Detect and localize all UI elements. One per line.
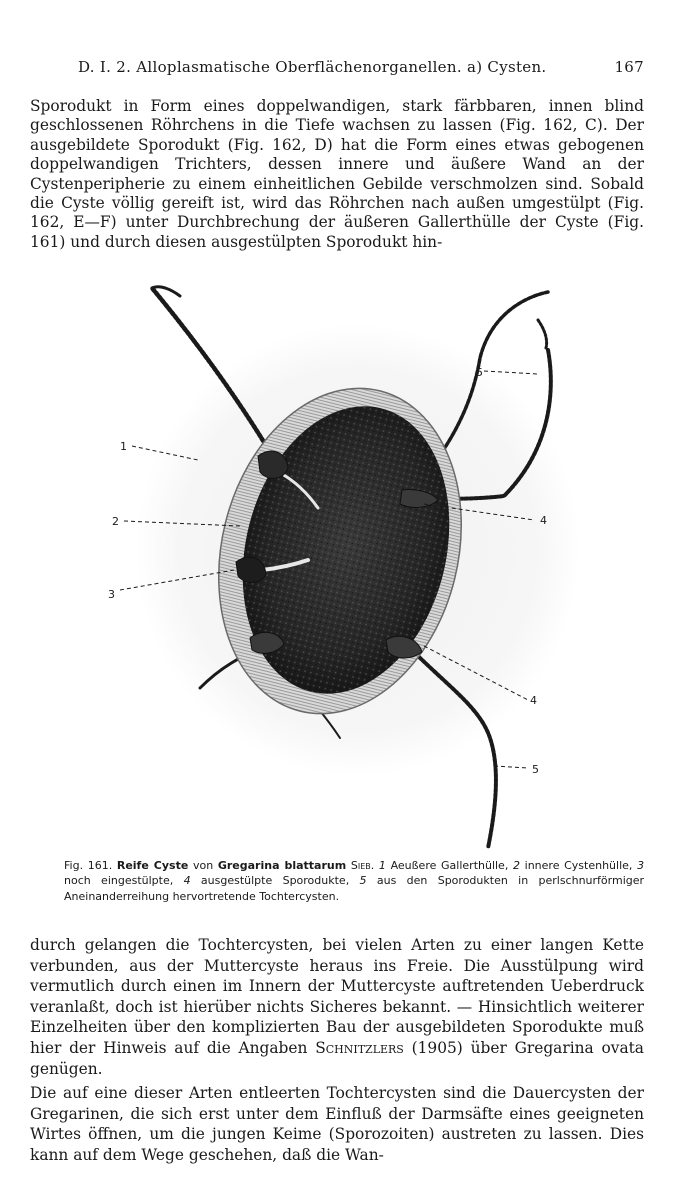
- caption-text-1: Aeußere Gallerthülle,: [390, 859, 509, 872]
- page-number: 167: [614, 58, 644, 76]
- caption-figure-number: Fig. 161.: [64, 859, 113, 872]
- paragraph-mid: [30, 935, 644, 1079]
- caption-number-4: 4: [183, 874, 191, 888]
- paragraph-mid-end: (1905) über Gregarina ovata genügen.: [30, 1038, 644, 1078]
- figure-161-illustration: [40, 268, 640, 856]
- running-head: [78, 58, 644, 82]
- caption-number-5: 5: [359, 874, 367, 888]
- caption-author: Sieb.: [350, 859, 375, 872]
- paragraph-top: Sporodukt in Form eines doppelwandigen, stark färbbaren, innen blind geschlossenen Röhrchens in die Tiefe wachsen zu lassen (Fig. 162, C). Der ausgebildete Sporodukt (Fig. 162, D) hat die Form eines etwas gebogenen doppelwandigen Trichters, dessen innere und äußere Wand an der Cystenperipherie zu einem einheitlichen Gebilde verschmolzen sind. Sobald die Cyste völlig gereift ist, wird das Röhrchen nach außen umgestülpt (Fig. 162, E—F) unter Durchbrechung der äußeren Gallerthülle der Cyste (Fig. 161) und durch diesen ausgestülpten Sporodukt hin-: [30, 97, 644, 251]
- figure-label-3: 3: [108, 588, 115, 601]
- running-head-title: D. I. 2. Alloplasmatische Oberflächenorganellen. a) Cysten.: [78, 58, 547, 76]
- paragraph-bottom: Die auf eine dieser Arten entleerten Tochtercysten sind die Dauercysten der Gregarinen, die sich erst unter dem Einfluß der Darmsäfte eines geeigneten Wirtes öffnen, um die jungen Keime (Sporozoiten) austreten zu lassen. Dies kann auf dem Wege geschehen, daß die Wan-: [30, 1084, 644, 1164]
- caption-number-1: 1: [378, 859, 386, 872]
- caption-von: von: [192, 859, 214, 872]
- caption-text-3: noch eingestülpte,: [64, 874, 174, 888]
- figure-label-5: 5: [476, 366, 483, 379]
- figure-label-5-lower: 5: [532, 763, 539, 776]
- paragraph-mid-author: Schnitzlers: [315, 1038, 404, 1057]
- paragraph-mid-text: durch gelangen die Tochtercysten, bei vielen Arten zu einer langen Kette verbunden, aus der Muttercyste heraus ins Freie. Die Ausstülpung wird vermutlich durch einen im Innern der Muttercyste auftretenden Ueberdruck veranlaßt, doch ist hierüber nichts Sicheres bekannt. — Hinsichtlich weiterer Einzelheiten über den komplizierten Bau der ausgebildeten Sporodukte muß hier der Hinweis auf die Angaben: [30, 936, 644, 1057]
- caption-number-3: 3: [637, 859, 645, 872]
- figure-label-2: 2: [112, 515, 119, 528]
- caption-species: Gregarina blattarum: [217, 859, 347, 872]
- caption-text-4: ausgestülpte Sporodukte,: [200, 874, 350, 888]
- caption-text-5: aus den Sporodukten in perlschnurförmiger Aneinanderreihung hervortretende Tochtercysten.: [64, 874, 645, 903]
- caption-title: Reife Cyste: [116, 859, 189, 872]
- cyst-drawing: [40, 268, 640, 856]
- caption-number-2: 2: [512, 859, 520, 872]
- figure-label-1: 1: [120, 440, 127, 453]
- figure-label-4: 4: [540, 514, 547, 527]
- figure-label-4-lower: 4: [530, 694, 537, 707]
- caption-text-2: innere Cystenhülle,: [524, 859, 633, 872]
- figure-caption: [64, 858, 644, 904]
